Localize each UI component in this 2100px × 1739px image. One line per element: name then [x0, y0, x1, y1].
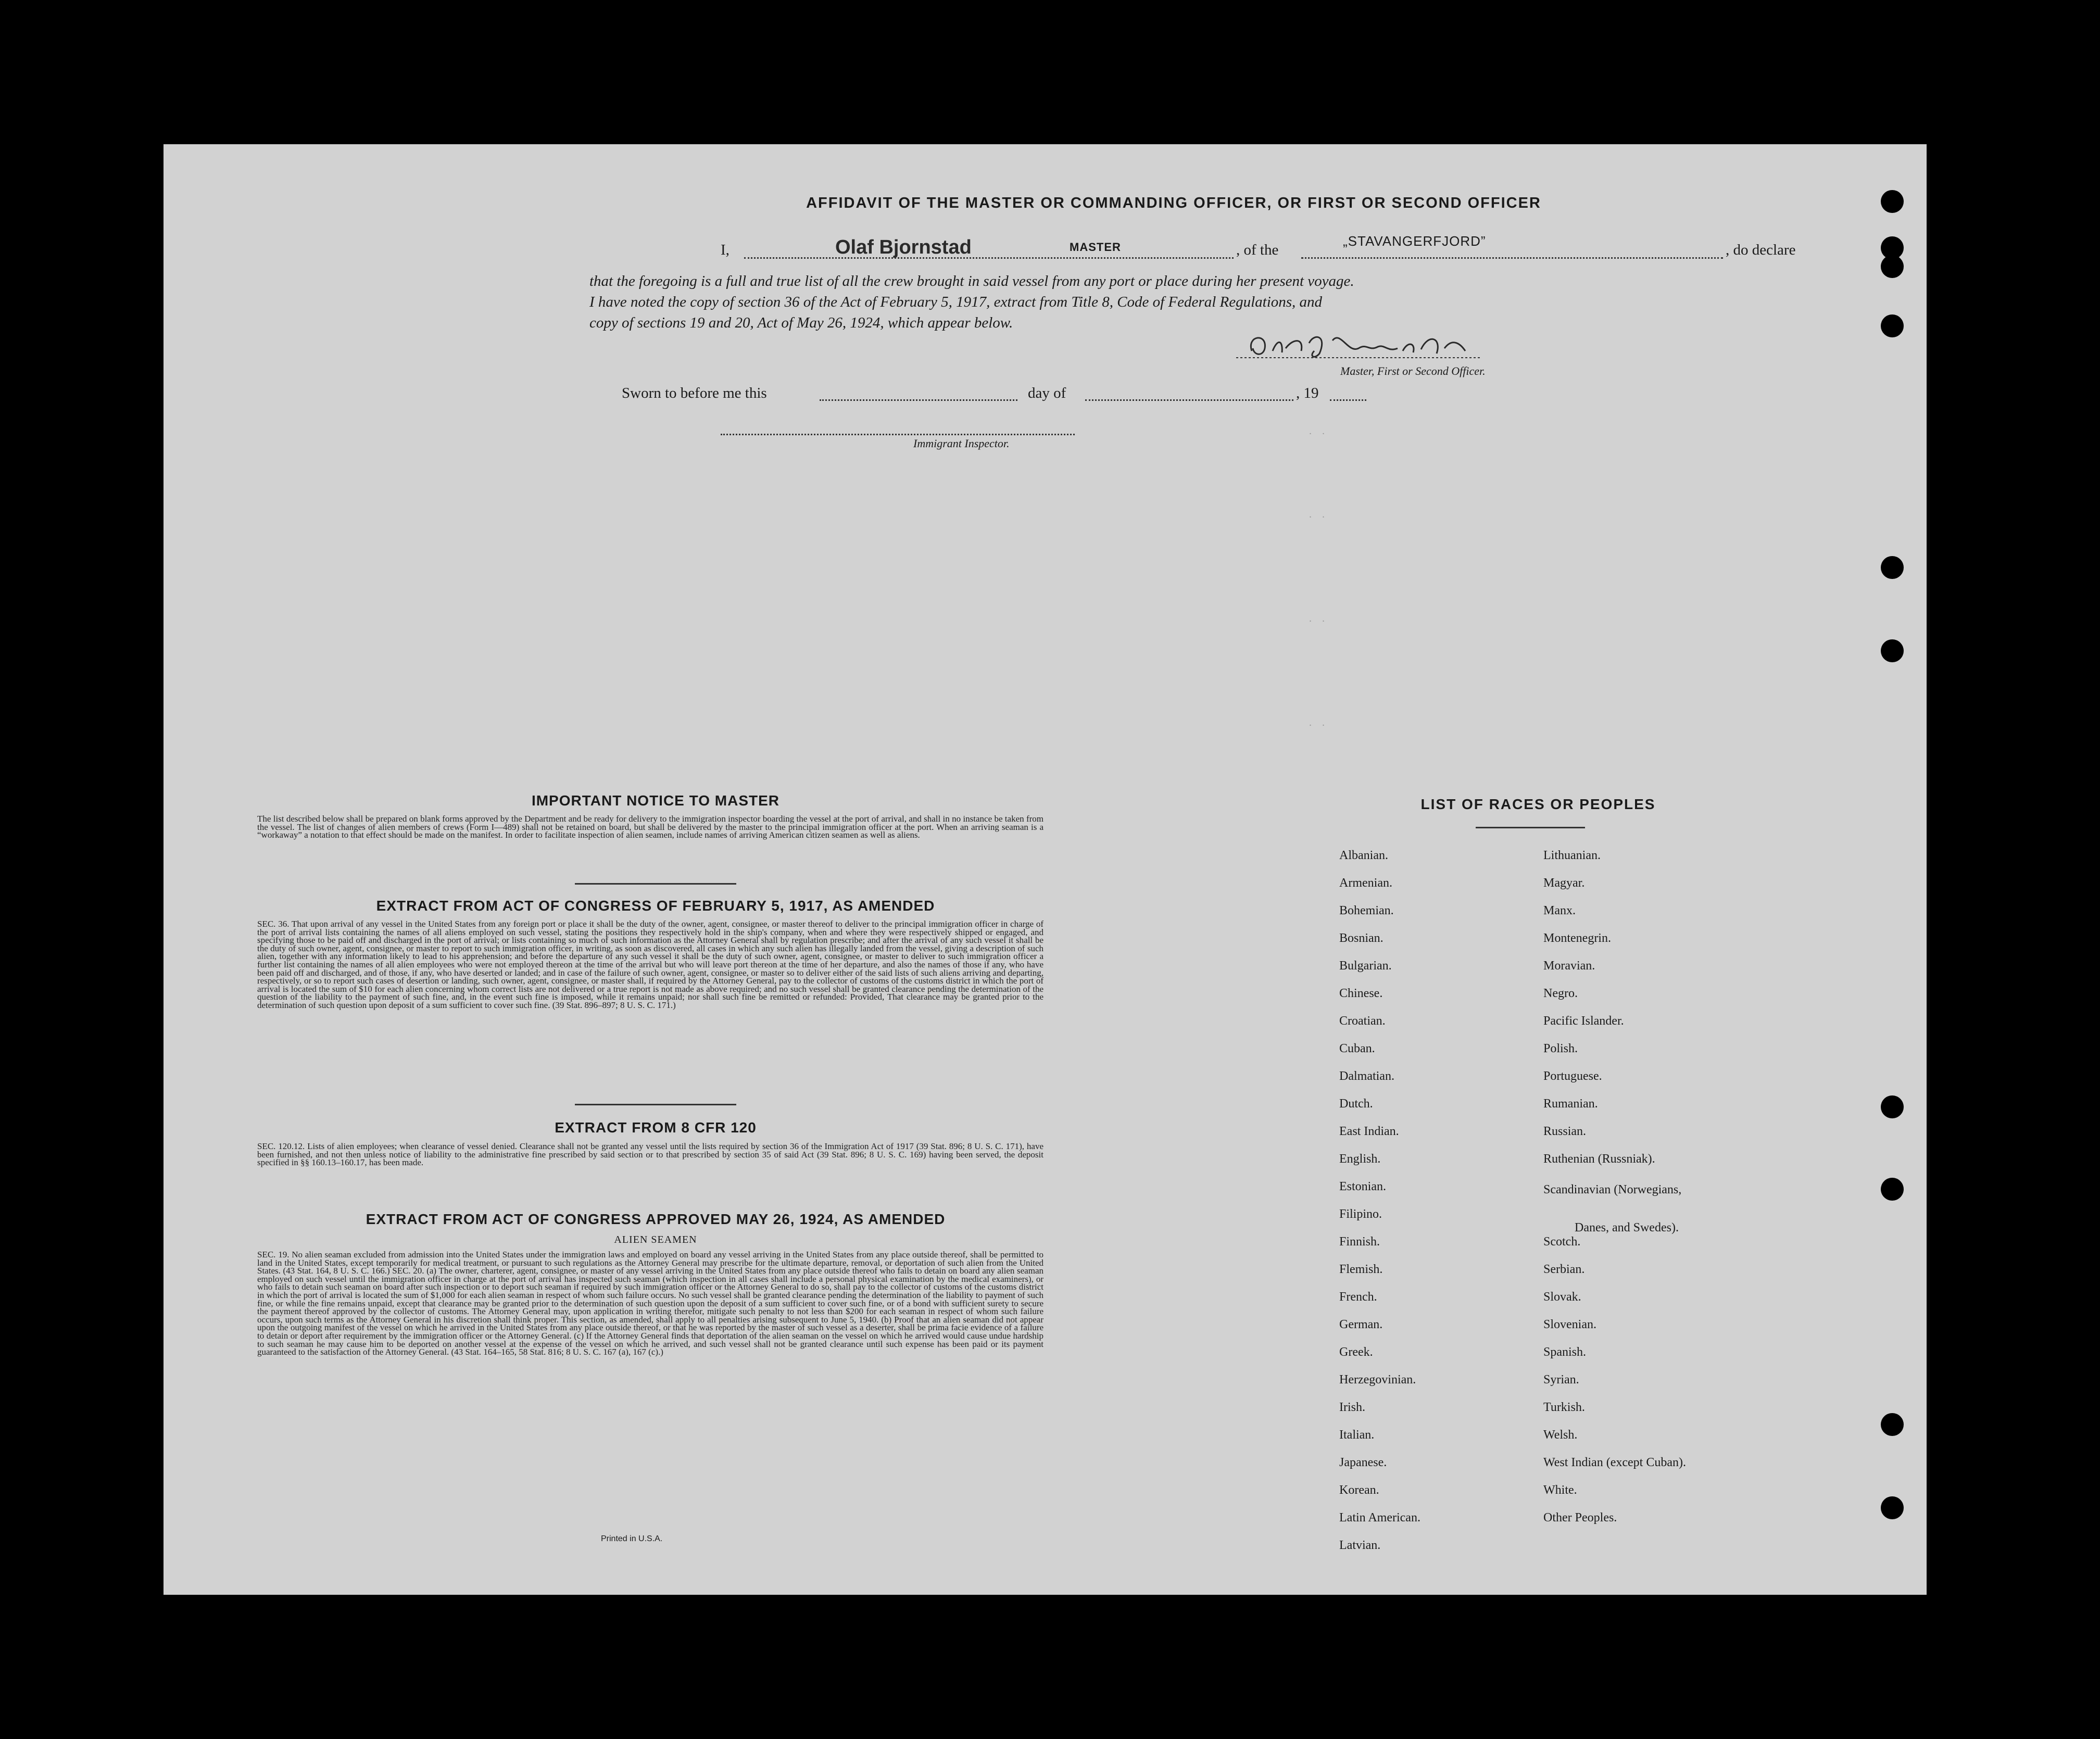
race-item: Moravian. [1543, 959, 1595, 973]
race-item: Korean. [1339, 1483, 1379, 1497]
race-item: Greek. [1339, 1345, 1373, 1359]
race-item: Slovenian. [1543, 1318, 1596, 1331]
race-item: Portuguese. [1543, 1069, 1602, 1083]
document-page: AFFIDAVIT OF THE MASTER OR COMMANDING OFFICER, OR FIRST OR SECOND OFFICER I, Olaf Bjornstad MASTER , of the „STAVANGERFJORD” , do declare that the foregoing is a full and true list of all the crew brought in said vessel from any port or place during her present voyage. I have noted the copy of section 36 of the Act of February 5, 1917, extract from Title 8, Code of Federal Regulations, and copy of sections 19 and 20, Act of May 26, 1924, which appear below. Master, First or Second Officer. Sworn to before me this day of , 19 Immigrant Inspector. . . . . . . . . IMPORTANT NOTICE TO MASTER The list described below shall be prepared on blank forms approved by the Department and be ready for delivery to the immigration inspector boarding the vessel at the port of arrival, and shall in no instance be taken from the vessel. The list of changes of alien members of crews (Form I—489) shall not be retained on board, but shall be delivered by the master to the principal immigration officer at the port. When an arriving seaman is a “workaway” a notation to that effect should be made on the manifest. In order to facilitate inspection of alien seamen, include names of arriving American citizen seamen as well as aliens. EXTRACT FROM ACT OF CONGRESS OF FEBRUARY 5, 1917, AS AMENDED SEC. 36. That upon arrival of any vessel in the United States from any foreign port or place it shall be the duty of the owner, agent, consignee, or master thereof to deliver to the principal immigration officer in charge of the port of arrival lists containing the names of all aliens employed on such vessel, stating the positions they respectively hold in the ship's company, when and where they were respectively shipped or engaged, and specifying those to be paid off and discharged in the port of arrival; or lists containing so much of such information as the Attorney General shall by regulation prescribe; and after the arrival of any such vessel it shall be the duty of such owner, agent, consignee, or master to report to such immigration officer, in writing, as soon as discovered, all cases in which any such alien has illegally landed from the vessel, giving a description of such alien, together with any information likely to lead to his apprehension; and before the departure of any such vessel it shall be the duty of such owner, agent, consignee, or master to deliver to such immigration officer a further list containing the names of all alien employees who were not employed thereon at the time of the arrival but who will leave port thereon at the time of her departure, and also the names of those if any, who have been paid off and discharged, and of those, if any, who have deserted or landed; and in case of the failure of such owner, agent, consignee, or master so to deliver either of the said lists of such aliens arriving and departing, respectively, or so to report such cases of desertion or landing, such owner, agent, consignee, or master shall, if required by the Attorney General, pay to the collector of customs of the customs district in which the port of arrival is located the sum of $10 for each alien concerning whom correct lists are not delivered or a true report is not made as above required; and no such vessel shall be granted clearance pending the determination of the question of the liability to the payment of such fine, and, in the event such fine is imposed, while it remains unpaid; nor shall such fine be remitted or refunded: Provided, That clearance may be granted prior to the determination of such question upon deposit of a sum sufficient to cover such fine. (39 Stat. 896–897; 8 U. S. C. 171.) EXTRACT FROM 8 CFR 120 SEC. 120.12. Lists of alien employees; when clearance of vessel denied. Clearance shall not be granted any vessel until the lists required by section 36 of the Immigration Act of 1917 (39 Stat. 896; 8 U. S. C. 171), have been furnished, and not then unless notice of liability to the administrative fine prescribed by said section or to that prescribed by section 35 of said Act (39 Stat. 896; 8 U. S. C. 169) having been served, the deposit specified in §§ 160.13–160.17, has been made. EXTRACT FROM ACT OF CONGRESS APPROVED MAY 26, 1924, AS AMENDED ALIEN SEAMEN SEC. 19. No alien seaman excluded from admission into the United States under the immigration laws and employed on board any vessel arriving in the United States from any place outside thereof, shall be permitted to land in the United States, except temporarily for medical treatment, or pursuant to such regulations as the Attorney General may prescribe for the ultimate departure, removal, or deportation of such alien from the United States. (43 Stat. 164, 8 U. S. C. 166.) SEC. 20. (a) The owner, charterer, agent, consignee, or master of any vessel arriving in the United States from any place outside thereof who fails to detain on board any alien seaman employed on such vessel until the immigration officer in charge at the port of arrival has inspected such seaman (which inspection in all cases shall include a personal physical examination by the medical examiners), or who fails to detain such seaman on board after such inspection or to deport such seaman if required by such immigration officer or the Attorney General to do so, shall pay to the collector of customs of the customs district in which the port of arrival is located the sum of $1,000 for each alien seaman in respect of whom such failure occurs. No such vessel shall be granted clearance pending the determination of the liability to payment of such fine, or while the fine remains unpaid, except that clearance may be granted prior to the determination of such question upon the deposit of a sum sufficient to cover such fine, or of a bond with sufficient surety to secure the payment thereof approved by the collector of customs. The Attorney General may, upon application in writing therefor, mitigate such penalty to not less than $200 for each seaman in respect of whom such failure occurs, upon such terms as the Attorney General in his discretion shall think proper. This section, as amended, shall apply to all penalties arising subsequent to June 5, 1940. (b) Proof that an alien seaman did not appear upon the outgoing manifest of the vessel on which he arrived in the United States from any place outside thereof, or that he was reported by the master of such vessel as a deserter, shall be prima facie evidence of a failure to detain or deport after requirement by the immigration officer or the Attorney General. (c) If the Attorney General finds that deportation of the alien seaman on the vessel on which he arrived would cause undue hardship to such seaman he may cause him to be deported on another vessel at the expense of the vessel on which he arrived, and such vessel shall not be granted clearance until such expense has been paid or its payment guaranteed to the satisfaction of the Attorney General. (43 Stat. 164–165, 58 Stat. 816; 8 U. S. C. 167 (a), 167 (c).) Printed in U.S.A. LIST OF RACES OR PEOPLES Albanian. Armenian. Bohemian. Bosnian. Bulgarian. Chinese. Croatian. Cuban. Dalmatian. Dutch. East Indian. English. Estonian. Filipino. Finnish. Flemish. French. German. Greek. Herzegovinian. Irish. Italian. Japanese. Korean. Latin American. Latvian. Lithuanian. Magyar. Manx. Montenegrin. Moravian. Negro. Pacific Islander. Polish. Portuguese. Rumanian. Russian. Ruthenian (Russniak). Scandinavian (Norwegians, Danes, and Swedes). Scotch. Serbian. Slovak. Slovenian. Spanish. Syrian. Turkish. Welsh. West Indian (except Cuban). White. Other Peoples. [164, 144, 1927, 1595]
punch-hole [1881, 1413, 1904, 1436]
race-item: Serbian. [1543, 1263, 1585, 1276]
race-item: Dalmatian. [1339, 1069, 1394, 1083]
year-label: , 19 [1296, 385, 1319, 401]
race-item: English. [1339, 1152, 1381, 1166]
punch-hole [1881, 1178, 1904, 1201]
race-item: Croatian. [1339, 1014, 1386, 1028]
race-item: East Indian. [1339, 1125, 1399, 1138]
race-item: Latvian. [1339, 1539, 1381, 1552]
race-item: Bosnian. [1339, 931, 1384, 945]
notice-text: The list described below shall be prepared on blank forms approved by the Department and be ready for delivery to the immigration inspector boarding the vessel at the port of arrival, and shall in no instance be taken from the vessel. The list of changes of alien members of crews (Form I—489) shall not be retained on board, but shall be delivered by the master to the principal immigration officer at the port. When an arriving seaman is a “workaway” a notation to that effect should be made on the manifest. In order to facilitate inspection of alien seamen, include names of arriving American citizen seamen as well as aliens. [257, 814, 1043, 840]
race-item: Estonian. [1339, 1180, 1386, 1193]
race-item: Scotch. [1543, 1235, 1581, 1249]
punch-hole [1881, 190, 1904, 213]
race-item: Chinese. [1339, 987, 1383, 1000]
race-item: Finnish. [1339, 1235, 1380, 1249]
punch-hole [1881, 1095, 1904, 1118]
punch-hole [1881, 1496, 1904, 1519]
of-the-label: , of the [1236, 242, 1279, 258]
notice-title: IMPORTANT NOTICE TO MASTER [531, 792, 780, 809]
master-signature [1236, 327, 1481, 364]
i-label: I, [721, 242, 730, 258]
extract-1924-title: EXTRACT FROM ACT OF CONGRESS APPROVED MAY 26, 1924, AS AMENDED [366, 1211, 946, 1227]
extract-1924-text: SEC. 19. No alien seaman excluded from admission into the United States under the immigration laws and employed on board any vessel arriving in the United States from any place outside thereof, shall be permitted to land in the United States, except temporarily for medical treatment, or pursuant to such regulations as the Attorney General may prescribe for the ultimate departure, removal, or deportation of such alien from the United States. (43 Stat. 164, 8 U. S. C. 166.) SEC. 20. (a) The owner, charterer, agent, consignee, or master of any vessel arriving in the United States from any place outside thereof who fails to detain on board any alien seaman employed on such vessel until the immigration officer in charge at the port of arrival has inspected such seaman (which inspection in all cases shall include a personal physical examination by the medical examiners), or who fails to detain such seaman on board after such inspection or to deport such seaman if required by such immigration officer or the Attorney General to do so, shall pay to the collector of customs of the customs district in which the port of arrival is located the sum of $1,000 for each alien seaman in respect of whom such failure occurs. No such vessel shall be granted clearance pending the determination of the liability to payment of such fine, or while the fine remains unpaid, except that clearance may be granted prior to the determination of such question upon the deposit of a sum sufficient to cover such fine, or of a bond with sufficient surety to secure the payment thereof approved by the collector of customs. The Attorney General may, upon application in writing therefor, mitigate such penalty to not less than $200 for each seaman in respect of whom such failure occurs, upon such terms as the Attorney General in his discretion shall think proper. This section, as amended, shall apply to all penalties arising subsequent to June 5, 1940. (b) Proof that an alien seaman did not appear upon the outgoing manifest of the vessel on which he arrived in the United States from any place outside thereof, or that he was reported by the master of such vessel as a deserter, shall be prima facie evidence of a failure to detain or deport after requirement by the immigration officer or the Attorney General. (c) If the Attorney General finds that deportation of the alien seaman on the vessel on which he arrived would cause undue hardship to such seaman he may cause him to be deported on another vessel at the expense of the vessel on which he arrived, and such vessel shall not be granted clearance until such expense has been paid or its payment guaranteed to the satisfaction of the Attorney General. (43 Stat. 164–165, 58 Stat. 816; 8 U. S. C. 167 (a), 167 (c).) [257, 1250, 1043, 1357]
race-item: Dutch. [1339, 1097, 1373, 1111]
race-item: Armenian. [1339, 876, 1392, 890]
race-item: Turkish. [1543, 1401, 1585, 1414]
race-item: White. [1543, 1483, 1577, 1497]
extract-1924-subtitle: ALIEN SEAMEN [614, 1234, 697, 1245]
race-item: Russian. [1543, 1125, 1587, 1138]
signature-caption: Master, First or Second Officer. [1340, 364, 1486, 377]
race-item: Bulgarian. [1339, 959, 1392, 973]
race-item: French. [1339, 1290, 1377, 1304]
race-item: Danes, and Swedes). [1575, 1221, 1679, 1234]
punch-hole [1881, 639, 1904, 662]
race-item: Irish. [1339, 1401, 1365, 1414]
race-item: Flemish. [1339, 1263, 1383, 1276]
race-item: Syrian. [1543, 1373, 1579, 1387]
punch-hole [1881, 556, 1904, 579]
rank-stamp: MASTER [1070, 241, 1121, 254]
race-item: Italian. [1339, 1428, 1375, 1442]
do-declare-label: , do declare [1726, 242, 1796, 258]
race-item: Spanish. [1543, 1345, 1587, 1359]
races-title: LIST OF RACES OR PEOPLES [1420, 796, 1656, 812]
race-item: Polish. [1543, 1042, 1578, 1055]
race-item: Ruthenian (Russniak). [1543, 1152, 1655, 1166]
race-item: Other Peoples. [1543, 1511, 1617, 1524]
race-item: Latin American. [1339, 1511, 1420, 1524]
race-item: Herzegovinian. [1339, 1373, 1416, 1387]
extract-8cfr-text: SEC. 120.12. Lists of alien employees; when clearance of vessel denied. Clearance shall not be granted any vessel until the lists required by section 36 of the Immigration Act of 1917 (39 Stat. 896; 8 U. S. C. 171), have been furnished, and not then unless notice of liability to the administrative fine prescribed by said section or to that prescribed by section 35 of said Act (39 Stat. 896; 8 U. S. C. 169) having been served, the deposit specified in §§ 160.13–160.17, has been made. [257, 1141, 1043, 1168]
inspector-label: Immigrant Inspector. [913, 437, 1010, 450]
race-item: Bohemian. [1339, 904, 1394, 917]
race-item: Pacific Islander. [1543, 1014, 1624, 1028]
race-item: Manx. [1543, 904, 1576, 917]
day-of-label: day of [1028, 385, 1066, 401]
printed-in-usa: Printed in U.S.A. [601, 1534, 663, 1543]
race-item: Magyar. [1543, 876, 1585, 890]
race-item: West Indian (except Cuban). [1543, 1456, 1686, 1469]
race-item: Negro. [1543, 987, 1578, 1000]
race-item: Cuban. [1339, 1042, 1375, 1055]
race-item: Lithuanian. [1543, 849, 1601, 862]
race-item: Welsh. [1543, 1428, 1578, 1442]
affidavit-line-3: I have noted the copy of section 36 of the Act of February 5, 1917, extract from Title 8, Code of Federal Regulations, and [589, 294, 1323, 310]
affidavit-line-2: that the foregoing is a full and true list of all the crew brought in said vessel from any port or place during her present voyage. [589, 273, 1354, 289]
sworn-label: Sworn to before me this [622, 385, 767, 401]
extract-1917-title: EXTRACT FROM ACT OF CONGRESS OF FEBRUARY 5, 1917, AS AMENDED [376, 898, 935, 914]
race-item: Filipino. [1339, 1207, 1382, 1221]
race-item: Scandinavian (Norwegians, [1543, 1183, 1682, 1196]
race-item: Slovak. [1543, 1290, 1581, 1304]
punch-hole [1881, 255, 1904, 278]
race-item: Rumanian. [1543, 1097, 1598, 1111]
affidavit-line-4: copy of sections 19 and 20, Act of May 26, 1924, which appear below. [589, 314, 1013, 331]
race-item: Japanese. [1339, 1456, 1387, 1469]
race-item: Montenegrin. [1543, 931, 1611, 945]
master-name: Olaf Bjornstad [835, 236, 972, 258]
race-item: Albanian. [1339, 849, 1388, 862]
extract-8cfr-title: EXTRACT FROM 8 CFR 120 [555, 1119, 757, 1136]
race-item: German. [1339, 1318, 1383, 1331]
affidavit-title: AFFIDAVIT OF THE MASTER OR COMMANDING OFFICER, OR FIRST OR SECOND OFFICER [806, 195, 1541, 211]
punch-hole [1881, 314, 1904, 337]
vessel-name: „STAVANGERFJORD” [1343, 233, 1486, 249]
extract-1917-text: SEC. 36. That upon arrival of any vessel in the United States from any foreign port or place it shall be the duty of the owner, agent, consignee, or master thereof to deliver to the principal immigration officer in charge of the port of arrival lists containing the names of all aliens employed on such vessel, stating the positions they respectively hold in the ship's company, when and where they were respectively shipped or engaged, and specifying those to be paid off and discharged in the port of arrival; or lists containing so much of such information as the Attorney General shall by regulation prescribe; and after the arrival of any such vessel it shall be the duty of such owner, agent, consignee, or master to report to such immigration officer, in writing, as soon as discovered, all cases in which any such alien has illegally landed from the vessel, giving a description of such alien, together with any information likely to lead to his apprehension; and before the departure of any such vessel it shall be the duty of such owner, agent, consignee, or master to deliver to such immigration officer a further list containing the names of all alien employees who were not employed thereon at the time of the arrival but who will leave port thereon at the time of her departure, and also the names of those if any, who have been paid off and discharged, and of those, if any, who have deserted or landed; and in case of the failure of such owner, agent, consignee, or master so to deliver either of the said lists of such aliens arriving and departing, respectively, or so to report such cases of desertion or landing, such owner, agent, consignee, or master shall, if required by the Attorney General, pay to the collector of customs of the customs district in which the port of arrival is located the sum of $10 for each alien concerning whom correct lists are not delivered or a true report is not made as above required; and no such vessel shall be granted clearance pending the determination of the question of the liability to the payment of such fine, and, in the event such fine is imposed, while it remains unpaid; nor shall such fine be remitted or refunded: Provided, That clearance may be granted prior to the determination of such question upon deposit of a sum sufficient to cover such fine. (39 Stat. 896–897; 8 U. S. C. 171.) [257, 919, 1043, 1010]
